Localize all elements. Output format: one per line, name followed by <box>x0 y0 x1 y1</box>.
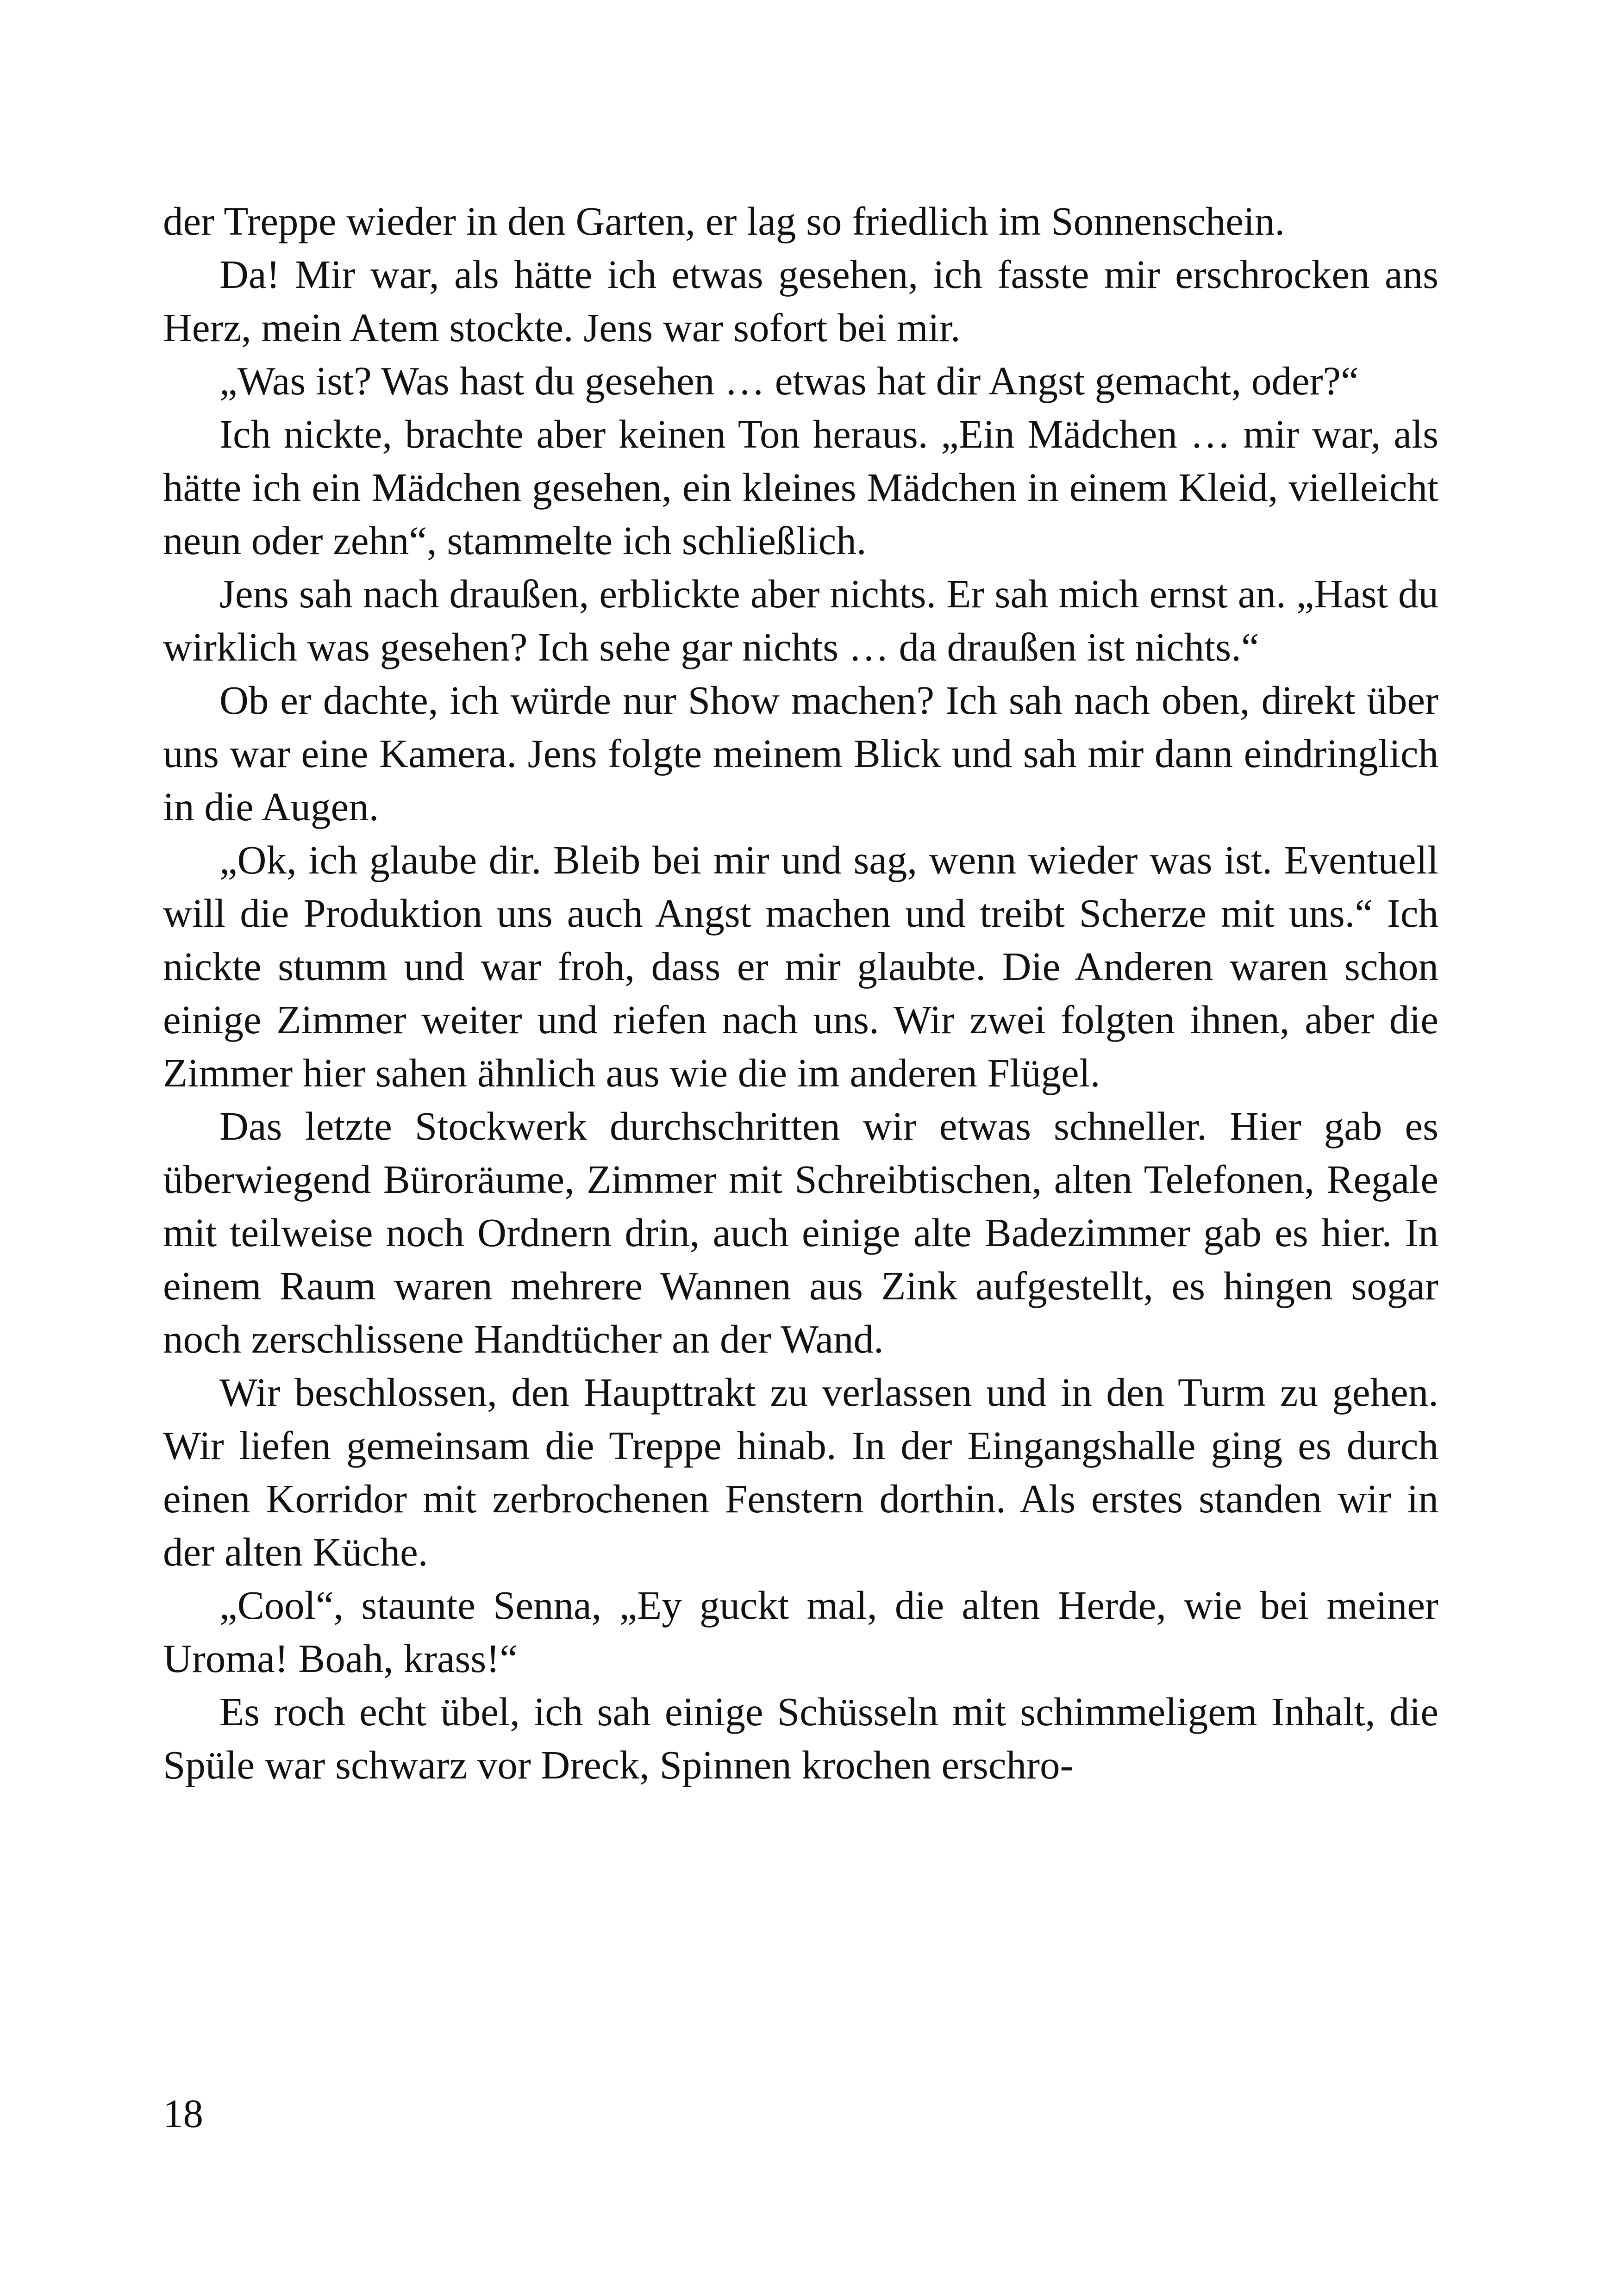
paragraph: „Was ist? Was hast du gesehen … etwas hat dir Angst gemacht, oder?“ <box>219 358 1359 403</box>
paragraph: Es roch echt übel, ich sah einige Schüsseln mit schimmeligem Inhalt, die Spüle war schwarz vor Dreck, Spinnen krochen erschro- <box>163 1689 1438 1787</box>
page-number: 18 <box>163 2091 203 2136</box>
paragraph: Ob er dachte, ich würde nur Show machen? Ich sah nach oben, direkt über uns war eine Kamera. Jens folgte meinem Blick und sah mir dann eindringlich in die Augen. <box>163 678 1438 829</box>
paragraph: Das letzte Stockwerk durchschritten wir etwas schneller. Hier gab es überwiegend Büroräume, Zimmer mit Schreibtischen, alten Telefonen, Regale mit teilweise noch Ordnern drin, auch einige alte Badezimmer gab es hier. In einem Raum waren mehrere Wannen aus Zink aufgestellt, es hingen sogar noch zerschlissene Handtücher an der Wand. <box>163 1104 1438 1361</box>
paragraph: Jens sah nach draußen, erblickte aber nichts. Er sah mich ernst an. „Hast du wirklich was gesehen? Ich sehe gar nichts … da draußen ist nichts.“ <box>163 571 1438 669</box>
paragraph: „Ok, ich glaube dir. Bleib bei mir und sag, wenn wieder was ist. Eventuell will die Produktion uns auch Angst machen und treibt Scherze mit uns.“ Ich nickte stumm und war froh, dass er mir glaubte. Die Anderen waren schon einige Zimmer weiter und riefen nach uns. Wir zwei folgten ihnen, aber die Zimmer hier sahen ähnlich aus wie die im anderen Flügel. <box>163 837 1438 1095</box>
body-text <box>163 194 1438 1791</box>
paragraph: Da! Mir war, als hätte ich etwas gesehen, ich fasste mir erschrocken ans Herz, mein Atem stockte. Jens war sofort bei mir. <box>163 252 1438 350</box>
paragraph: „Cool“, staunte Senna, „Ey guckt mal, die alten Herde, wie bei meiner Uroma! Boah, krass!“ <box>163 1583 1438 1681</box>
paragraph: Ich nickte, brachte aber keinen Ton heraus. „Ein Mädchen … mir war, als hätte ich ein Mädchen gesehen, ein kleines Mädchen in einem Kleid, vielleicht neun oder zehn“, stammelte ich schließlich. <box>163 412 1438 563</box>
paragraph: der Treppe wieder in den Garten, er lag so friedlich im Sonnenschein. <box>163 199 1285 243</box>
paragraph: Wir beschlossen, den Haupttrakt zu verlassen und in den Turm zu gehen. Wir liefen gemeinsam die Treppe hinab. In der Eingangshalle ging es durch einen Korridor mit zerbrochenen Fenstern dorthin. Als erstes standen wir in der alten Küche. <box>163 1370 1438 1574</box>
